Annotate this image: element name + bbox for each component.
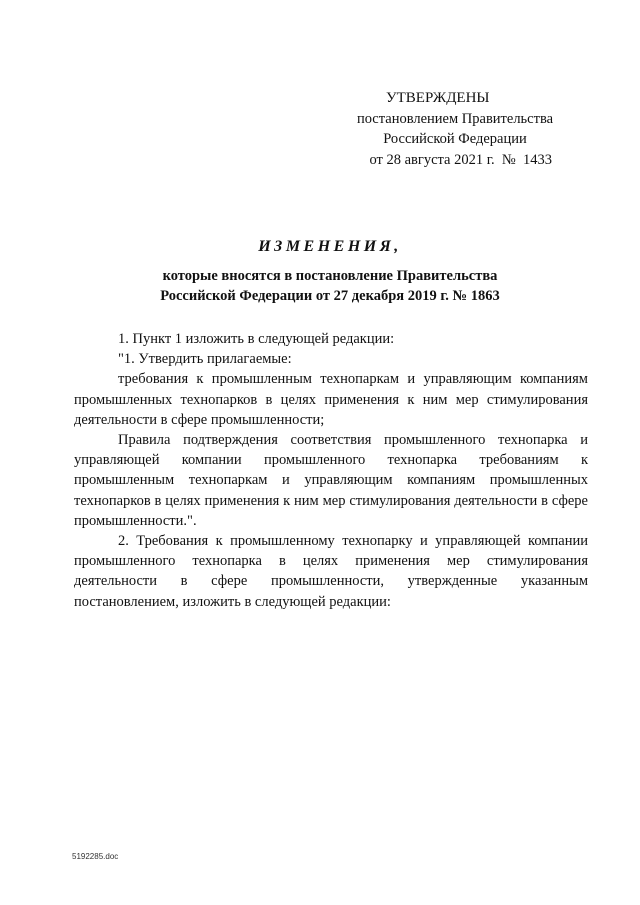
approval-title: УТВЕРЖДЕНЫ xyxy=(386,90,490,106)
document-title: ИЗМЕНЕНИЯ, xyxy=(258,238,402,255)
document-subtitle xyxy=(80,266,580,306)
approval-date: от 28 августа 2021 г. xyxy=(369,151,495,168)
paragraph-1: 1. Пункт 1 изложить в следующей редакции: xyxy=(118,331,395,347)
approval-line-1: постановлением Правительства xyxy=(356,110,554,127)
document-id-footer: 5192285.doc xyxy=(72,852,119,861)
approval-date-line xyxy=(330,150,580,171)
approval-number-label: № xyxy=(501,151,516,168)
document-subtitle-line-1: которые вносятся в постановление Правительства xyxy=(162,268,498,284)
paragraph-4: Правила подтверждения соответствия промышленного технопарка и управляющей компании промышленного технопарка требованиям к промышленным технопаркам и управляющим компаниям промышленных технопарков в целях применения к ним мер стимулирования деятельности в сфере промышленности.". xyxy=(74,432,588,529)
document-heading xyxy=(80,236,580,306)
paragraph-2: "1. Утвердить прилагаемые: xyxy=(118,351,292,368)
approval-block xyxy=(330,88,580,170)
document-body xyxy=(74,329,588,612)
approval-number: 1433 xyxy=(523,151,552,168)
document-subtitle-line-2: Российской Федерации от 27 декабря 2019 г. № 1863 xyxy=(160,288,500,304)
paragraph-3: требования к промышленным технопаркам и управляющим компаниям промышленных технопарков в целях применения к ним мер стимулирования деятельности в сфере промышленности; xyxy=(74,371,588,428)
approval-line-2: Российской Федерации xyxy=(383,131,527,147)
paragraph-5: 2. Требования к промышленному технопарку и управляющей компании промышленного технопарка в целях применения мер стимулирования деятельности в сфере промышленности, утвержденные указанным постановлением, изложить в следующей редакции: xyxy=(74,533,588,610)
